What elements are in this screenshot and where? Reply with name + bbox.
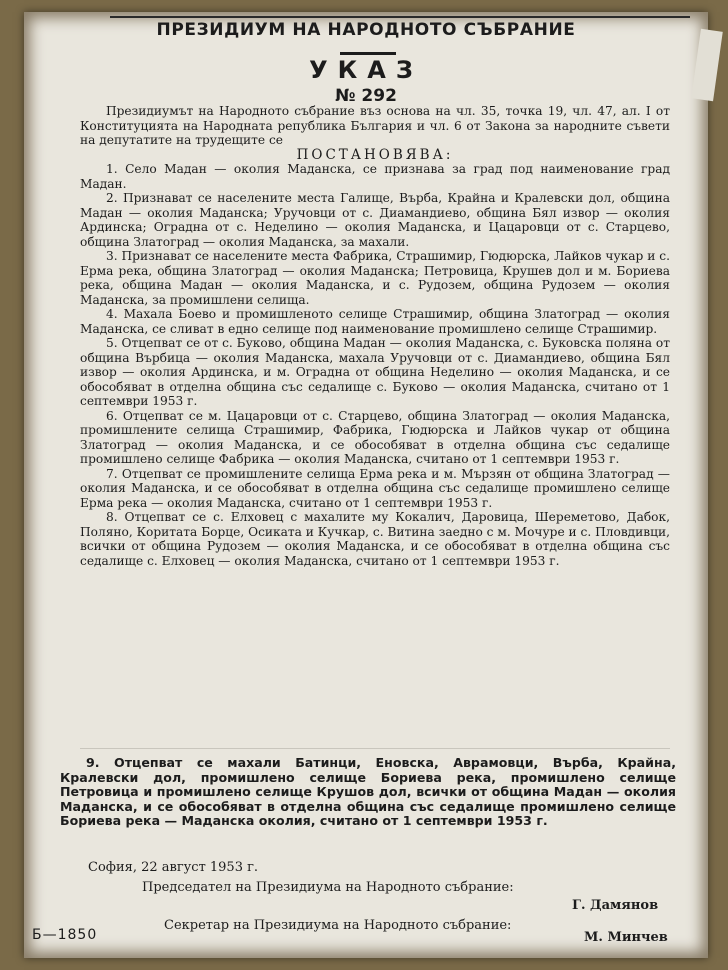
newspaper-clipping xyxy=(24,12,708,958)
item-6: 6. Отцепват се м. Цацаровци от с. Старцево, община Златоград — околия Маданска, промишлените селища Страшимир, Фабрика, Гюдюрска и Лайков чукар от община Златоград — околия Маданска, и се обособяват в отделна община със седалище промишлено селище Фабрика — околия Маданска, считано от 1 септември 1953 г. xyxy=(80,408,670,466)
chairman-title: Председател на Президиума на Народното събрание: xyxy=(142,880,514,895)
decree-number: № 292 xyxy=(335,86,397,106)
item-1: 1. Село Мадан — околия Маданска, се признава за град под наименование град Мадан. xyxy=(80,162,670,191)
decree-body xyxy=(80,104,670,568)
item-8: 8. Отцепват се с. Елховец с махалите му Кокалич, Даровица, Шереметово, Дабок, Поляно, Коритата Борце, Осиката и Кучкар, с. Витина заедно с м. Мочуре и с. Пловдивци, всички от община Рудозем — околия Маданска, и се обособяват в отделна община със седалище с. Елховец — околия Маданска, считано от 1 септември 1953 г. xyxy=(80,510,670,568)
secretary-name: М. Минчев xyxy=(584,930,668,945)
item-9-block xyxy=(60,756,676,829)
top-rule xyxy=(110,16,690,18)
title-dash xyxy=(340,52,396,55)
preamble: Президиумът на Народното събрание въз основа на чл. 35, точка 19, чл. 47, ал. I от Конституцията на Народната република България и чл. 6 от Закона за народните съвети на депутатите на трудещите се xyxy=(80,104,670,147)
place-date: София, 22 август 1953 г. xyxy=(88,860,259,875)
resolves-heading: ПОСТАНОВЯВА: xyxy=(296,146,454,163)
secretary-title: Секретар на Президиума на Народното събрание: xyxy=(164,918,512,933)
item-4: 4. Махала Боево и промишленото селище Страшимир, община Златоград — околия Маданска, се сливат в едно селище под наименование промишлено селище Страшимир. xyxy=(80,307,670,336)
item-7: 7. Отцепват се промишлените селища Ерма река и м. Мързян от община Златоград — околия Маданска, и се обособяват в отделна община със седалище промишлено селище Ерма река — околия Маданска, считано от 1 септември 1953 г. xyxy=(80,466,670,510)
item-5: 5. Отцепват се от с. Буково, община Мадан — околия Маданска, с. Буковска поляна от община Върбица — околия Маданска, махала Уручовци от с. Диамандиево, община Бял извор — околия Ардинска, и м. Оградна от община Неделино — околия Маданска, и се обособяват в отделна община със седалище с. Буково — околия Маданска, считано от 1 септември 1953 г. xyxy=(80,336,670,408)
item-9: 9. Отцепват се махали Батинци, Еновска, Аврамовци, Върба, Крайна, Кралевски дол, промишлено селище Бориева река, промишлено селище Петровица и промишлено селище Крушов дол, всички от община Мадан — околия Маданска, и се обособяват в отделна община със седалище промишлено селище Бориева река — Маданска околия, считано от 1 септември 1953 г. xyxy=(60,755,676,829)
document-header: ПРЕЗИДИУМ НА НАРОДНОТО СЪБРАНИЕ xyxy=(156,20,576,40)
chairman-name: Г. Дамянов xyxy=(572,898,659,913)
item-2: 2. Признават се населените места Галище, Върба, Крайна и Кралевски дол, община Мадан — околия Маданска; Уручовци от с. Диамандиево, община Бял извор — околия Ардинска; Оградна от с. Неделино — околия Маданска, и Цацаровци от с. Старцево, община Златоград — околия Маданска, за махали. xyxy=(80,191,670,249)
document-title: УКАЗ xyxy=(309,56,423,84)
document-code: Б—1850 xyxy=(32,927,98,943)
section-divider xyxy=(80,748,670,749)
item-3: 3. Признават се населените места Фабрика, Страшимир, Гюдюрска, Лайков чукар и с. Ерма река, община Златоград — околия Маданска; Петровица, Крушев дол и м. Бориева река, община Мадан — околия Маданска, и с. Рудозем, община Рудозем — околия Маданска, за промишлени селища. xyxy=(80,249,670,307)
